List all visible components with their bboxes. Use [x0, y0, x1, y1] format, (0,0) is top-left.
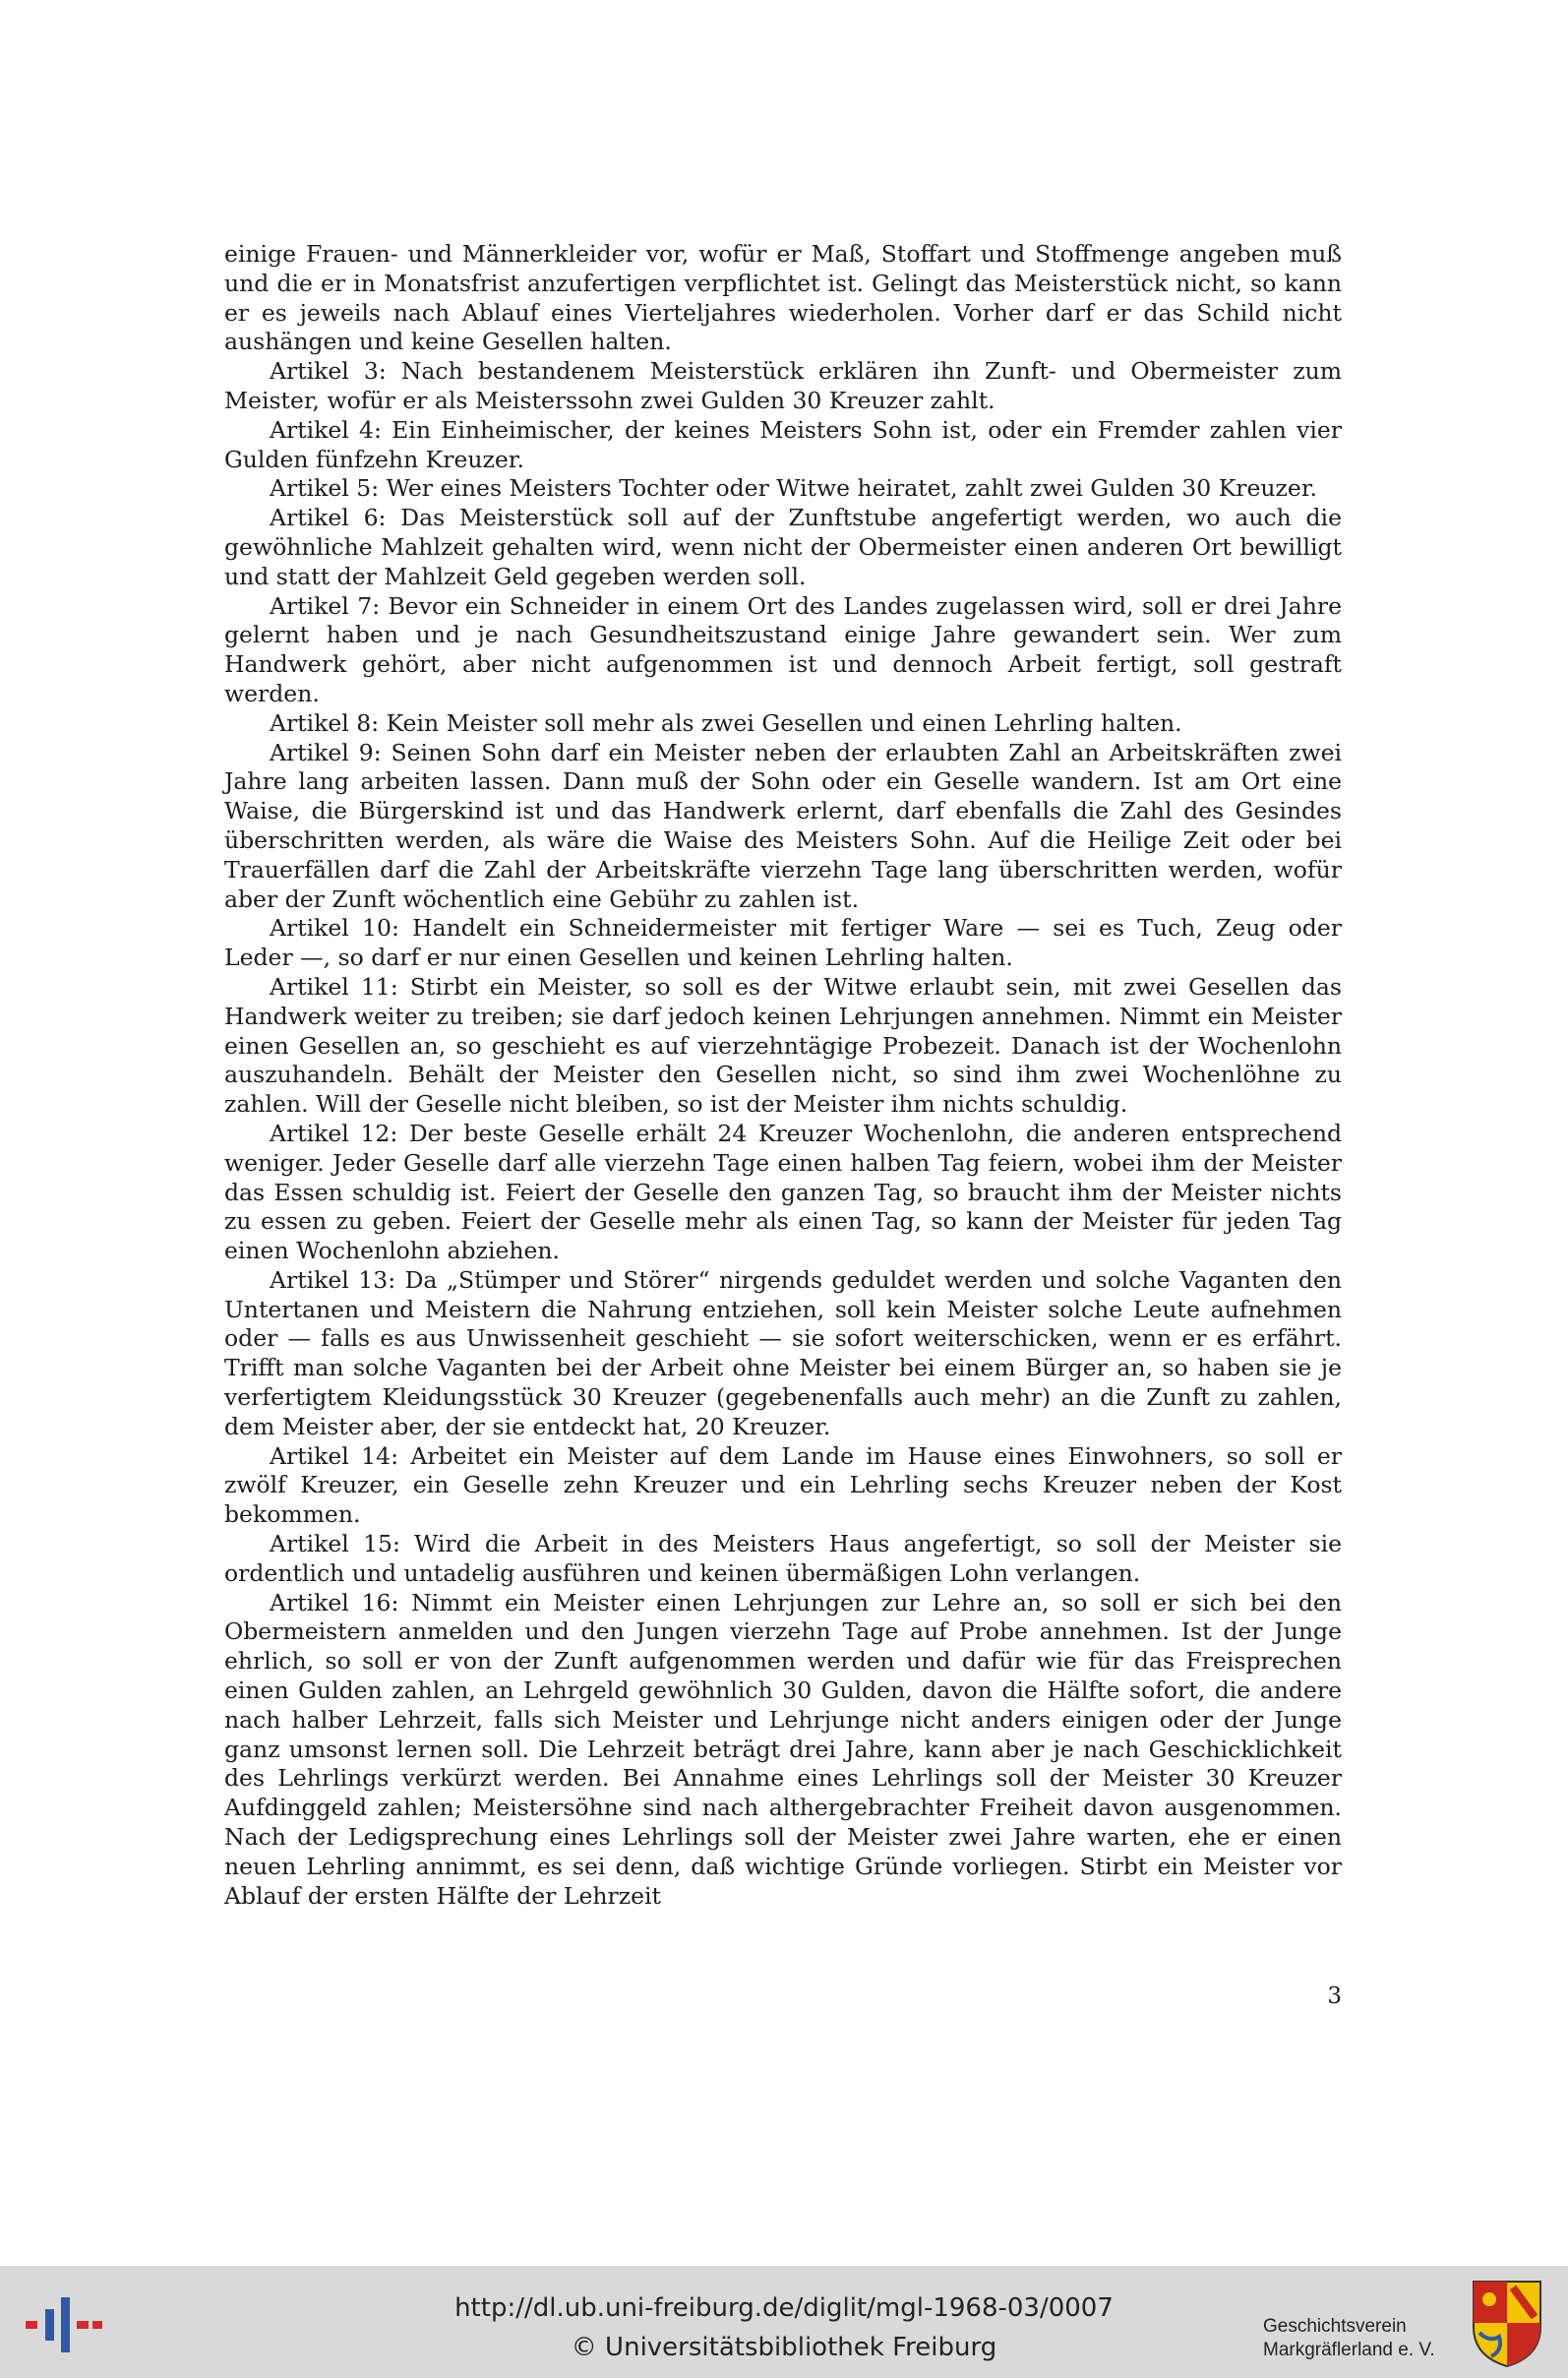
document-body	[224, 240, 1342, 1911]
page-number: 3	[1327, 1983, 1342, 2009]
copyright-text: © Universitätsbibliothek Freiburg	[571, 2333, 997, 2362]
paragraph-artikel-14: Artikel 14: Arbeitet ein Meister auf dem Lande im Hause eines Einwohners, so soll er zwölf Kreuzer, ein Geselle zehn Kreuzer und ein Lehrling sechs Kreuzer neben der Kost bekommen.	[224, 1441, 1342, 1529]
paragraph-artikel-3: Artikel 3: Nach bestandenem Meisterstück erklären ihn Zunft- und Obermeister zum Meister, wofür er als Meisterssohn zwei Gulden 30 Kreuzer zahlt.	[224, 357, 1342, 414]
document-url-link[interactable]: http://dl.ub.uni-freiburg.de/diglit/mgl-1968-03/0007	[454, 2293, 1114, 2323]
paragraph: einige Frauen- und Männerkleider vor, wofür er Maß, Stoffart und Stoffmenge angeben muß und die er in Monatsfrist anzufertigen verpflichtet ist. Gelingt das Meisterstück nicht, so kann er es jeweils nach Ablauf eines Vierteljahres wiederholen. Vorher darf er das Schild nicht aushängen und keine Gesellen halten.	[224, 240, 1342, 356]
paragraph-artikel-12: Artikel 12: Der beste Geselle erhält 24 Kreuzer Wochenlohn, die anderen entsprechend weniger. Jeder Geselle darf alle vierzehn Tage einen halben Tag feiern, wobei ihm der Meister das Essen schuldig ist. Feiert der Geselle den ganzen Tag, so braucht ihm der Meister nichts zu essen zu geben. Feiert der Geselle mehr als einen Tag, so kann der Meister für jeden Tag einen Wochenlohn abziehen.	[224, 1119, 1342, 1265]
paragraph-artikel-8: Artikel 8: Kein Meister soll mehr als zwei Gesellen und einen Lehrling halten.	[270, 708, 1182, 737]
paragraph-artikel-15: Artikel 15: Wird die Arbeit in des Meisters Haus angefertigt, so soll der Meister sie ordentlich und untadelig ausführen und keinen übermäßigen Lohn verlangen.	[224, 1530, 1342, 1587]
paragraph-artikel-11: Artikel 11: Stirbt ein Meister, so soll es der Witwe erlaubt sein, mit zwei Gesellen das Handwerk weiter zu treiben; sie darf jedoch keinen Lehrjungen annehmen. Nimmt ein Meister einen Gesellen an, so geschieht es auf vierzehntägige Probezeit. Danach ist der Wochenlohn auszuhandeln. Behält der Meister den Gesellen nicht, so sind ihm zwei Wochenlöhne zu zahlen. Will der Geselle nicht bleiben, so ist der Meister ihm nichts schuldig.	[224, 972, 1342, 1119]
coat-of-arms-icon	[1470, 2278, 1544, 2368]
paragraph-artikel-9: Artikel 9: Seinen Sohn darf ein Meister neben der erlaubten Zahl an Arbeitskräften zwei Jahre lang arbeiten lassen. Dann muß der Sohn oder ein Geselle wandern. Ist am Ort eine Waise, die Bürgerskind ist und das Handwerk erlernt, darf ebenfalls die Zahl des Gesindes überschritten werden, als wäre die Waise des Meisters Sohn. Auf die Heilige Zeit oder bei Trauerfällen darf die Zahl der Arbeitskräfte vierzehn Tage lang überschritten werden, wofür aber der Zunft wöchentlich eine Gebühr zu zahlen ist.	[224, 738, 1342, 913]
paragraph-artikel-5: Artikel 5: Wer eines Meisters Tochter oder Witwe heiratet, zahlt zwei Gulden 30 Kreuzer.	[270, 474, 1317, 503]
society-line-2: Markgräflerland e. V.	[1263, 2340, 1435, 2360]
paragraph-artikel-10: Artikel 10: Handelt ein Schneidermeister mit fertiger Ware — sei es Tuch, Zeug oder Leder —, so darf er nur einen Gesellen und keinen Lehrling halten.	[224, 914, 1342, 972]
paragraph-artikel-16: Artikel 16: Nimmt ein Meister einen Lehrjungen zur Lehre an, so soll er sich bei den Obermeistern anmelden und den Jungen vierzehn Tage auf Probe annehmen. Ist der Junge ehrlich, so soll er von der Zunft aufgenommen werden und dafür wie für das Freisprechen einen Gulden zahlen, an Lehrgeld gewöhnlich 30 Gulden, davon die Hälfte sofort, die andere nach halber Lehrzeit, falls sich Meister und Lehrjunge nicht anders einigen oder der Junge ganz umsonst lernen soll. Die Lehrzeit beträgt drei Jahre, kann aber je nach Geschicklichkeit des Lehrlings verkürzt werden. Bei Annahme eines Lehrlings soll der Meister 30 Kreuzer Aufdinggeld zahlen; Meistersöhne sind nach althergebrachter Freiheit davon ausgenommen. Nach der Ledigsprechung eines Lehrlings soll der Meister zwei Jahre warten, ehe er einen neuen Lehrling annimmt, es sei denn, daß wichtige Gründe vorliegen. Stirbt ein Meister vor Ablauf der ersten Hälfte der Lehrzeit	[224, 1588, 1342, 1910]
society-name	[1263, 2315, 1450, 2362]
paragraph-artikel-6: Artikel 6: Das Meisterstück soll auf der Zunftstube angefertigt werden, wo auch die gewöhnliche Mahlzeit gehalten wird, wenn nicht der Obermeister einen anderen Ort bewilligt und statt der Mahlzeit Geld gegeben werden soll.	[224, 504, 1342, 590]
society-line-1: Geschichtsverein	[1263, 2316, 1407, 2337]
paragraph-artikel-4: Artikel 4: Ein Einheimischer, der keines Meisters Sohn ist, oder ein Fremder zahlen vier Gulden fünfzehn Kreuzer.	[224, 415, 1342, 473]
footer-bar	[0, 2266, 1568, 2378]
paragraph-artikel-13: Artikel 13: Da „Stümper und Störer“ nirgends geduldet werden und solche Vaganten den Untertanen und Meistern die Nahrung entziehen, soll kein Meister solche Leute aufnehmen oder — falls es aus Unwissenheit geschieht — sie sofort weiterschicken, wenn er es erfährt. Trifft man solche Vaganten bei der Arbeit ohne Meister bei einem Bürger an, so haben sie je verfertigtem Kleidungsstück 30 Kreuzer (gegebenenfalls auch mehr) an die Zunft zu zahlen, dem Meister aber, der sie entdeckt hat, 20 Kreuzer.	[224, 1265, 1342, 1440]
paragraph-artikel-7: Artikel 7: Bevor ein Schneider in einem Ort des Landes zugelassen wird, soll er drei Jahre gelernt haben und je nach Gesundheitszustand einige Jahre gewandert sein. Wer zum Handwerk gehört, aber nicht aufgenommen ist und dennoch Arbeit fertigt, soll gestraft werden.	[224, 591, 1342, 707]
